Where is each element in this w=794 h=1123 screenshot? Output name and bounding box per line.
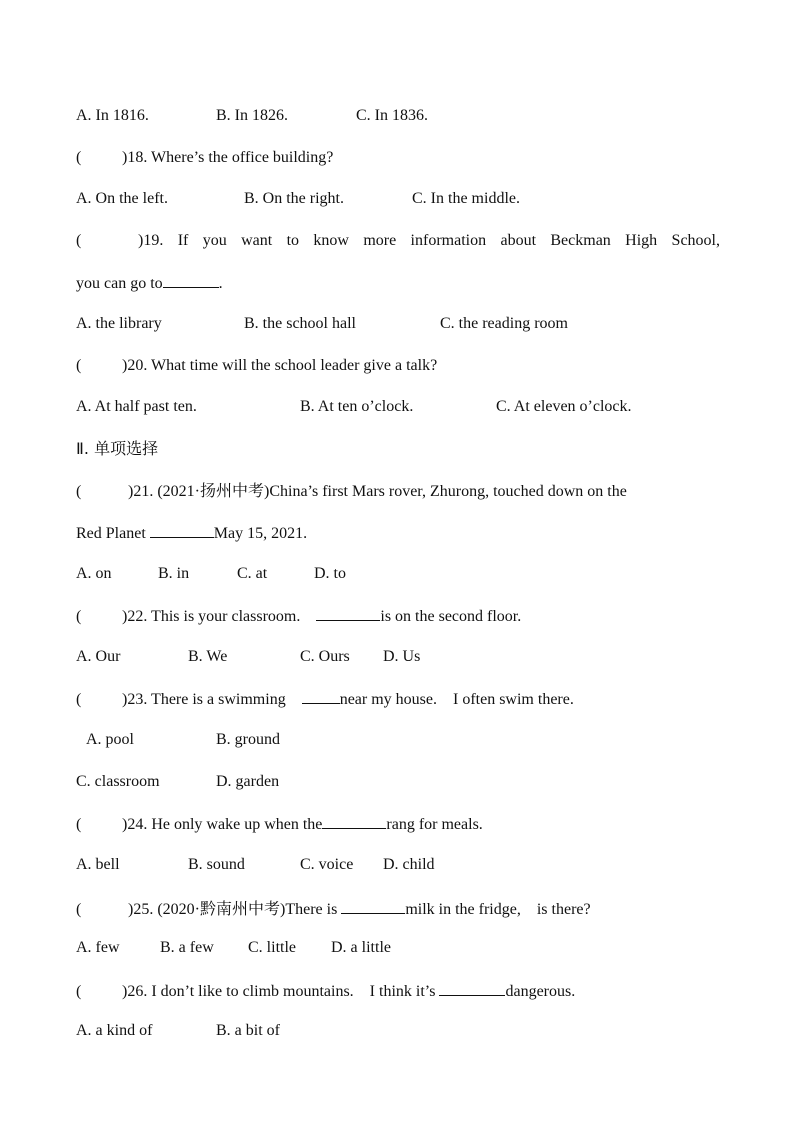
answer-blank: [302, 688, 340, 704]
question-18: ( )18. Where’s the office building?: [76, 149, 334, 166]
answer-paren: (: [76, 983, 82, 1000]
answer-blank: [163, 272, 219, 288]
q23-option-d: D. garden: [216, 773, 280, 790]
question-24: ( )24. He only wake up when the rang for meals.: [76, 813, 483, 835]
q19-option-a: A. the library: [76, 315, 162, 332]
q23-option-b: B. ground: [216, 731, 280, 748]
q22-option-b: B. We: [188, 648, 228, 665]
answer-blank: [316, 605, 380, 621]
answer-paren: (: [76, 608, 82, 625]
question-25: ( )25. (2020·黔南州中考)There is milk in the fridge, is there?: [76, 898, 591, 920]
question-21-continuation: Red Planet May 15, 2021.: [76, 522, 307, 544]
q22-option-c: C. Ours: [300, 648, 350, 665]
answer-paren: (: [76, 816, 82, 833]
q25-option-d: D. a little: [331, 939, 391, 956]
question-text: Where’s the office building?: [151, 149, 334, 166]
question-26: ( )26. I don’t like to climb mountains. I think it’s dangerous.: [76, 980, 575, 1002]
question-19-continuation: you can go to .: [76, 272, 223, 294]
answer-paren: (: [76, 483, 82, 500]
q21-option-d: D. to: [314, 565, 346, 582]
answer-blank: [439, 980, 505, 996]
answer-blank: [341, 898, 405, 914]
section-2-heading: [76, 439, 158, 459]
question-source: (2020·黔南州中考): [157, 901, 286, 918]
q25-option-c: C. little: [248, 939, 296, 956]
q18-option-a: A. On the left.: [76, 190, 168, 207]
answer-paren: (: [76, 901, 82, 918]
q21-option-c: C. at: [237, 565, 268, 582]
q24-option-c: C. voice: [300, 856, 354, 873]
q21-option-a: A. on: [76, 565, 112, 582]
q18-option-b: B. On the right.: [244, 190, 344, 207]
q25-option-a: A. few: [76, 939, 120, 956]
section-title: 单项选择: [94, 439, 159, 458]
question-source: (2021·扬州中考): [157, 483, 270, 500]
section-numeral: Ⅱ.: [76, 439, 89, 458]
question-21: ( )21. (2021·扬州中考)China’s first Mars rover, Zhurong, touched down on the: [76, 483, 627, 500]
q20-option-b: B. At ten o’clock.: [300, 398, 414, 415]
q22-option-a: A. Our: [76, 648, 121, 665]
q24-option-d: D. child: [383, 856, 435, 873]
q23-option-c: C. classroom: [76, 773, 160, 790]
q20-option-a: A. At half past ten.: [76, 398, 197, 415]
answer-paren: (: [76, 232, 82, 249]
q17-option-b: B. In 1826.: [216, 107, 288, 124]
q26-option-a: A. a kind of: [76, 1022, 153, 1039]
q23-option-a: A. pool: [86, 731, 134, 748]
q22-option-d: D. Us: [383, 648, 421, 665]
answer-blank: [322, 813, 386, 829]
question-19: ( )19. If you want to know more information about Beckman High School,: [76, 232, 720, 249]
q25-option-b: B. a few: [160, 939, 214, 956]
q26-option-b: B. a bit of: [216, 1022, 280, 1039]
answer-paren: (: [76, 149, 82, 166]
q18-option-c: C. In the middle.: [412, 190, 520, 207]
q19-option-b: B. the school hall: [244, 315, 356, 332]
q21-option-b: B. in: [158, 565, 190, 582]
q20-option-c: C. At eleven o’clock.: [496, 398, 632, 415]
question-number: 18.: [127, 149, 148, 166]
q24-option-a: A. bell: [76, 856, 120, 873]
q17-option-c: C. In 1836.: [356, 107, 428, 124]
answer-paren: (: [76, 357, 82, 374]
question-22: ( )22. This is your classroom. is on the second floor.: [76, 605, 521, 627]
q24-option-b: B. sound: [188, 856, 245, 873]
answer-blank: [150, 522, 214, 538]
q17-option-a: A. In 1816.: [76, 107, 149, 124]
question-23: ( )23. There is a swimming near my house. I often swim there.: [76, 688, 574, 710]
answer-paren: (: [76, 691, 82, 708]
question-20: ( )20. What time will the school leader give a talk?: [76, 357, 438, 374]
q19-option-c: C. the reading room: [440, 315, 568, 332]
